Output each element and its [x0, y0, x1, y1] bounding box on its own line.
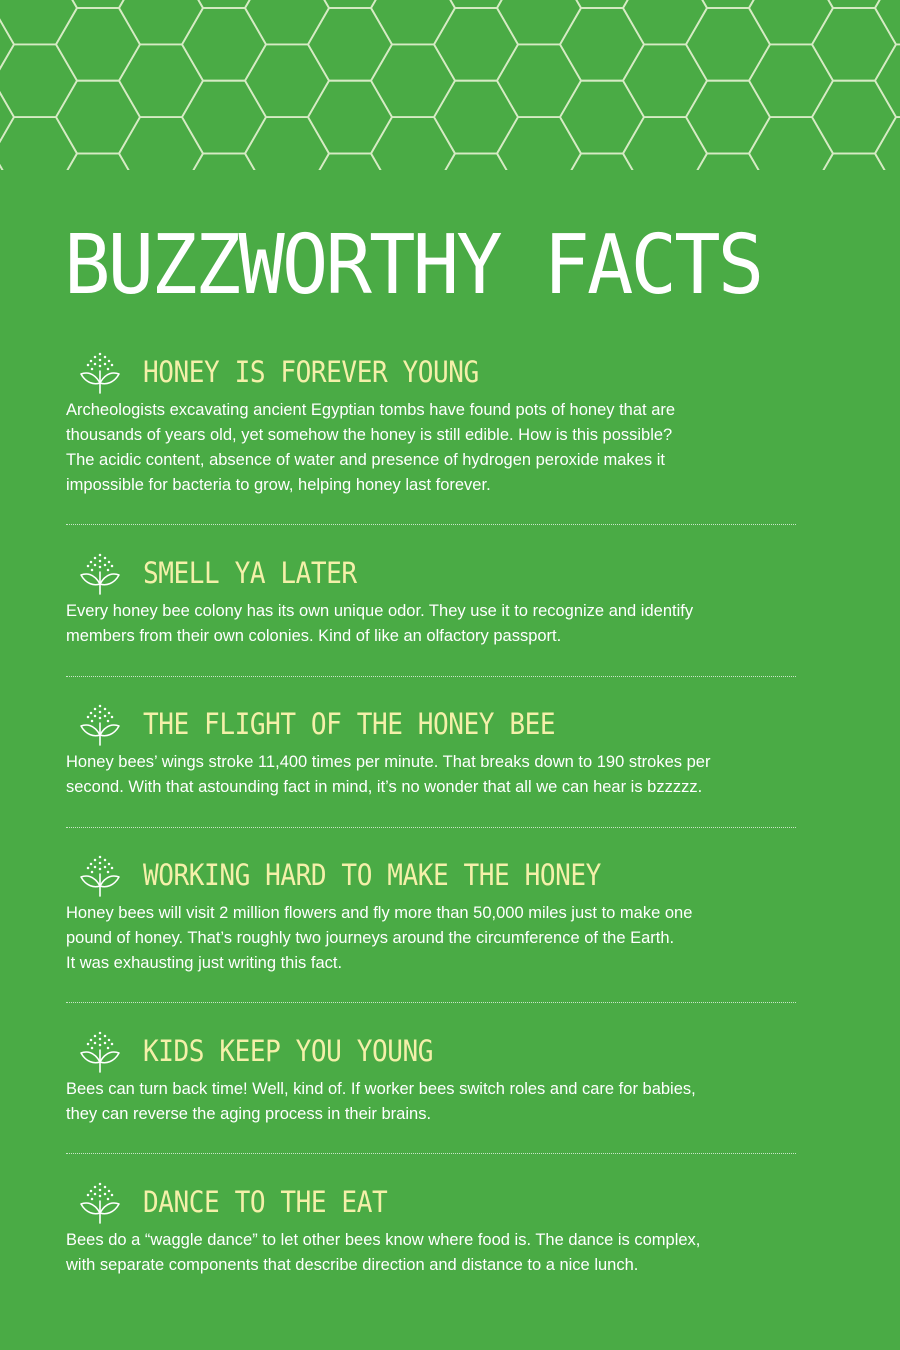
honeycomb-cell: [560, 81, 644, 154]
honeycomb-cell: [812, 8, 896, 81]
fact-title: WORKING HARD TO MAKE THE HONEY: [143, 858, 601, 892]
honeycomb-cell: [308, 8, 392, 81]
fact-title: KIDS KEEP YOU YOUNG: [143, 1034, 434, 1068]
honeycomb-cell: [560, 8, 644, 81]
honeycomb-cell: [0, 81, 14, 154]
honeycomb-cell: [497, 44, 581, 117]
honeycomb-cell: [0, 8, 14, 81]
honeycomb-cell: [812, 0, 896, 8]
honeycomb-pattern: [0, 0, 900, 170]
honeycomb-cell: [875, 117, 900, 170]
honeycomb-cell: [119, 44, 203, 117]
fact-header: [66, 352, 796, 396]
fact-body: Bees do a “waggle dance” to let other bees know where food is. The dance is complex, with separate components that describe direction and distance to a nice lunch.: [66, 1231, 701, 1274]
honeycomb-cell: [686, 8, 770, 81]
honeycomb-cell: [686, 0, 770, 8]
fact-body: Bees can turn back time! Well, kind of. If worker bees switch roles and care for babies, they can reverse the aging process in their brains.: [66, 1080, 696, 1123]
honeycomb-cell: [371, 44, 455, 117]
honeycomb-cell: [434, 81, 518, 154]
sprout-icon: [80, 1182, 120, 1224]
honeycomb-cell: [182, 0, 266, 8]
fact-header: [66, 553, 796, 597]
fact-title: DANCE TO THE EAT: [143, 1185, 388, 1219]
fact-header: [66, 855, 796, 899]
honeycomb-cell: [245, 117, 329, 170]
honeycomb-cell: [749, 44, 833, 117]
fact-item: [66, 704, 796, 800]
sprout-icon: [80, 704, 120, 746]
sprout-icon: [80, 1031, 120, 1073]
honeycomb-cell: [686, 81, 770, 154]
honeycomb-cell: [497, 117, 581, 170]
honeycomb-cell: [119, 117, 203, 170]
sprout-icon: [80, 553, 120, 595]
page-title: BUZZWORTHY FACTS: [64, 218, 762, 313]
honeycomb-cell: [497, 0, 581, 44]
honeycomb-cell: [245, 0, 329, 44]
honeycomb-cell: [560, 0, 644, 8]
fact-title: THE FLIGHT OF THE HONEY BEE: [143, 707, 556, 741]
fact-header: [66, 704, 796, 748]
honeycomb-cell: [56, 81, 140, 154]
honeycomb-cell: [182, 81, 266, 154]
fact-item: [66, 1031, 796, 1127]
honeycomb-cell: [875, 44, 900, 117]
dotted-divider: [66, 1002, 796, 1003]
honeycomb-cell: [56, 8, 140, 81]
honeycomb-cell: [0, 0, 14, 8]
honeycomb-cell: [245, 44, 329, 117]
honeycomb-cell: [371, 117, 455, 170]
honeycomb-cell: [308, 81, 392, 154]
honeycomb-cell: [434, 8, 518, 81]
fact-header: [66, 1031, 796, 1075]
honeycomb-cell: [371, 0, 455, 44]
dotted-divider: [66, 1153, 796, 1154]
fact-item: [66, 1182, 796, 1278]
dotted-divider: [66, 524, 796, 525]
fact-body: Honey bees will visit 2 million flowers and fly more than 50,000 miles just to make one pound of honey. That’s roughly two journeys around the circumference of the Earth. It was exhausting just writing this fact.: [66, 904, 693, 972]
fact-item: [66, 855, 796, 976]
sprout-icon: [80, 855, 120, 897]
honeycomb-cell: [434, 0, 518, 8]
fact-title: SMELL YA LATER: [143, 556, 357, 590]
sprout-icon: [80, 352, 120, 394]
honeycomb-cell: [182, 8, 266, 81]
honeycomb-cell: [119, 0, 203, 44]
honeycomb-cell: [623, 117, 707, 170]
fact-item: [66, 352, 796, 498]
fact-item: [66, 553, 796, 649]
fact-title: HONEY IS FOREVER YOUNG: [143, 355, 479, 389]
dotted-divider: [66, 676, 796, 677]
fact-body: Honey bees’ wings stroke 11,400 times per minute. That breaks down to 190 strokes per second. With that astounding fact in mind, it’s no wonder that all we can hear is bzzzzz.: [66, 753, 711, 796]
honeycomb-cell: [0, 117, 77, 170]
honeycomb-cell: [812, 81, 896, 154]
honeycomb-cell: [56, 0, 140, 8]
honeycomb-cell: [749, 117, 833, 170]
honeycomb-cell: [0, 44, 77, 117]
fact-body: Archeologists excavating ancient Egyptian tombs have found pots of honey that are thousands of years old, yet somehow the honey is still edible. How is this possible? The acidic content, absence of water and presence of hydrogen peroxide makes it impossible for bacteria to grow, helping honey last forever.: [66, 401, 676, 494]
honeycomb-cell: [623, 0, 707, 44]
dotted-divider: [66, 827, 796, 828]
honeycomb-cell: [749, 0, 833, 44]
honeycomb-cell: [308, 0, 392, 8]
honeycomb-cell: [875, 0, 900, 44]
fact-body: Every honey bee colony has its own unique odor. They use it to recognize and identify members from their own colonies. Kind of like an olfactory passport.: [66, 602, 694, 645]
honeycomb-cell: [0, 0, 77, 44]
fact-header: [66, 1182, 796, 1226]
honeycomb-cell: [623, 44, 707, 117]
